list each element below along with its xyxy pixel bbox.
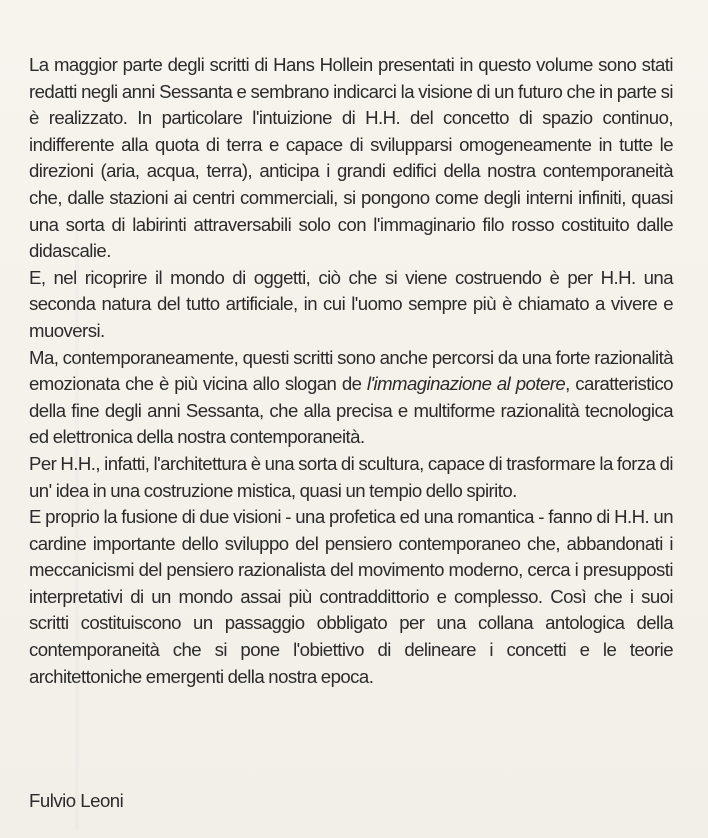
paragraph-text: E, nel ricoprire il mondo di oggetti, ciò che si viene costruendo è per H.H. una seconda natura del tutto artificiale, in cui l'uomo sempre più è chiamato a vivere e muoversi. xyxy=(29,266,673,341)
paragraph-text: Ma, contemporaneamente, questi scritti sono anche percorsi da una forte razionalità emozionata che è più vicina allo slogan de xyxy=(29,346,673,395)
paragraph xyxy=(29,504,673,690)
paragraph xyxy=(29,52,673,265)
vertical-watermark xyxy=(70,230,84,830)
paragraph xyxy=(29,451,673,504)
paragraph-text: , caratteristico della fine degli anni Sessanta, che alla precisa e multiforme razionalità tecnologica ed elettronica della nostra contemporaneità. xyxy=(29,373,673,448)
paragraph-text: La maggior parte degli scritti di Hans Hollein presentati in questo volume sono stati redatti negli anni Sessanta e sembrano indicarci la visione di un futuro che in parte si è realizzato. In particolare l'intuizione di H.H. del concetto di spazio continuo, indifferente alla quota di terra e capace di svilupparsi omogeneamente in tutte le direzioni (aria, acqua, terra), anticipa i grandi edifici della nostra contemporaneità che, dalle stazioni ai centri commerciali, si pongono come degli interni infiniti, quasi una sorta di labirinti attraversabili solo con l'immaginario filo rosso costituito dalle didascalie. xyxy=(29,54,673,262)
paragraph-text: E proprio la fusione di due visioni - una profetica ed una romantica - fanno di H.H. un cardine importante dello sviluppo del pensiero contemporaneo che, abbandonati i meccanicismi del pensiero razionalista del movimento moderno, cerca i presupposti interpretativi di un mondo assai più contraddittorio e complesso. Così che i suoi scritti costituiscono un passaggio obbligato per una collana antologica della contemporaneità che si pone l'obiettivo di delineare i concetti e le teorie architettoniche emergenti della nostra epoca. xyxy=(29,506,673,687)
paragraph xyxy=(29,345,673,451)
paragraph-text: Per H.H., infatti, l'architettura è una sorta di scultura, capace di trasformare la forza di un' idea in una costruzione mistica, quasi un tempio dello spirito. xyxy=(29,452,673,501)
author-signature: Fulvio Leoni xyxy=(29,790,124,811)
paragraph xyxy=(29,265,673,345)
italic-quote: l'immaginazione al potere xyxy=(366,373,566,395)
body-text xyxy=(29,52,673,690)
